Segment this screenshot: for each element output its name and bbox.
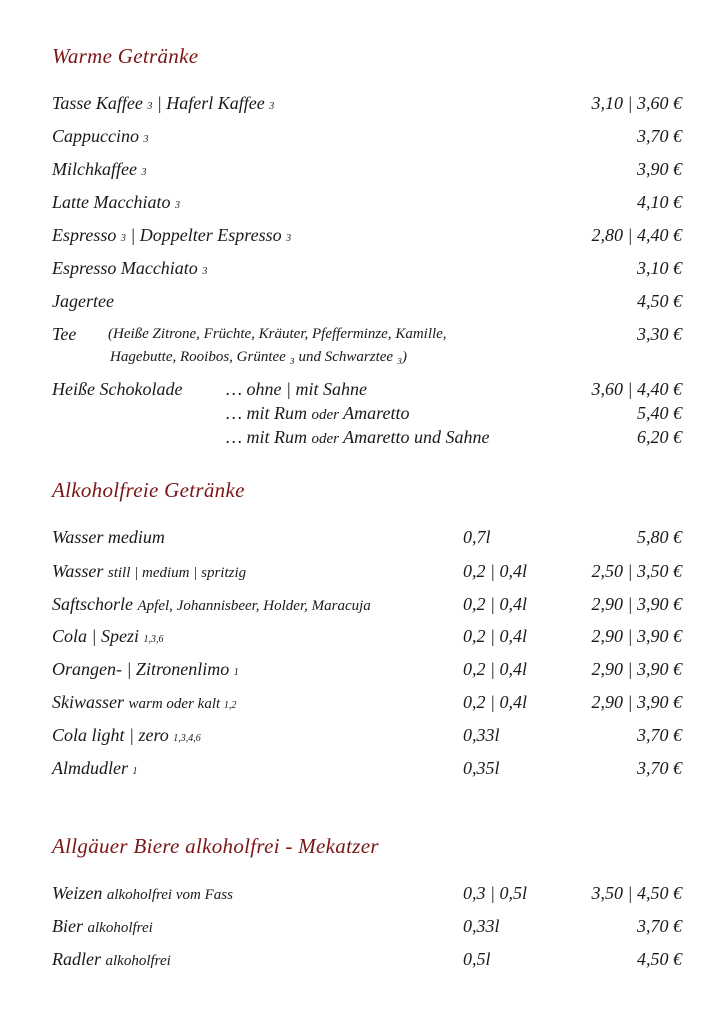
item-name-part: Espresso Macchiato (52, 258, 203, 278)
item-name-part: Milchkaffee (52, 159, 142, 179)
item-name-part: alkoholfrei (87, 920, 153, 936)
menu-item (52, 592, 682, 616)
menu-item (52, 881, 682, 905)
item-name (52, 756, 138, 784)
item-name-part: Almdudler (52, 758, 133, 778)
item-name-part: Orangen- | Zitronenlimo (52, 659, 234, 679)
item-name-part: still | medium | spritzig (107, 565, 247, 581)
allergen-note: 3 (143, 134, 149, 145)
item-name (52, 914, 153, 940)
item-price: 3,30 € (637, 324, 682, 344)
item-name (52, 525, 165, 549)
item-price: 4,50 € (637, 949, 682, 969)
item-name-part: oder (311, 431, 339, 447)
item-name-part: Amaretto und Sahne (339, 427, 490, 447)
item-price: 3,70 € (637, 725, 682, 745)
item-price: 6,20 € (637, 427, 682, 447)
menu-item (52, 401, 682, 425)
allergen-note: 3 (202, 266, 208, 277)
item-name (52, 881, 233, 907)
allergen-note: 3 (147, 101, 153, 112)
item-price: 2,90 | 3,90 € (591, 594, 682, 614)
menu-item (52, 289, 682, 313)
menu-item (52, 91, 682, 115)
item-name-part: … mit Rum (226, 427, 312, 447)
item-name (52, 723, 201, 751)
item-name-part: Cola light | zero (52, 725, 174, 745)
menu-item (52, 723, 682, 747)
allergen-note: 3 (174, 200, 180, 211)
item-price: 3,60 | 4,40 € (591, 379, 682, 399)
menu-item-tee-continued (52, 345, 682, 369)
item-name: Tee (52, 324, 77, 344)
item-price: 3,70 € (637, 758, 682, 778)
item-name-part: Wasser (52, 561, 108, 581)
allergen-note: 1,3,4,6 (173, 733, 201, 744)
allergen-note: 1,2 (223, 700, 237, 711)
item-size: 0,33l (463, 916, 500, 936)
item-name-part: warm oder kalt (128, 696, 224, 712)
item-price: 3,90 € (637, 159, 682, 179)
item-name (52, 947, 171, 973)
item-size: 0,2 | 0,4l (463, 659, 527, 679)
item-size: 0,3 | 0,5l (463, 883, 527, 903)
menu-item (52, 690, 682, 714)
item-price: 2,50 | 3,50 € (591, 561, 682, 581)
allergen-note: 1,3,6 (143, 634, 164, 645)
menu-item (52, 657, 682, 681)
item-price: 3,70 € (637, 126, 682, 146)
item-price: 2,90 | 3,90 € (591, 626, 682, 646)
allergen-note: 3 (269, 101, 275, 112)
item-name-part: … ohne | mit Sahne (226, 379, 367, 399)
item-price: 3,10 € (637, 258, 682, 278)
item-name-part: … mit Rum (226, 403, 312, 423)
item-name-part: alkoholfrei vom Fass (106, 887, 233, 903)
allergen-note: 3 (286, 233, 292, 244)
item-size: 0,5l (463, 949, 491, 969)
item-price: 4,50 € (637, 291, 682, 311)
menu-item-tee (52, 322, 682, 346)
item-price: 3,10 | 3,60 € (591, 93, 682, 113)
menu-item (52, 223, 682, 247)
allergen-note: 3 (141, 167, 147, 178)
item-name-part: oder (311, 407, 339, 423)
item-price: 3,50 | 4,50 € (591, 883, 682, 903)
item-name (52, 91, 274, 119)
item-name (226, 377, 367, 401)
item-name-part: Radler (52, 949, 106, 969)
item-name (226, 401, 410, 427)
item-size: 0,2 | 0,4l (463, 561, 527, 581)
item-name-part: Cappuccino (52, 126, 144, 146)
item-name (52, 256, 207, 284)
item-name (52, 657, 239, 685)
item-price: 3,70 € (637, 916, 682, 936)
item-size: 0,2 | 0,4l (463, 692, 527, 712)
menu-item (52, 914, 682, 938)
section-title-alcohol-free-beer: Allgäuer Biere alkoholfrei - Mekatzer (52, 834, 379, 858)
item-name-part: alkoholfrei (105, 953, 171, 969)
item-name-part: | Doppelter Espresso (125, 225, 287, 245)
item-name: Heiße Schokolade (52, 379, 183, 399)
item-name-part: Bier (52, 916, 88, 936)
item-price: 2,80 | 4,40 € (591, 225, 682, 245)
allergen-note: 3 (120, 233, 126, 244)
item-name-part: Cola | Spezi (52, 626, 144, 646)
item-name (52, 690, 236, 718)
item-name (52, 157, 146, 185)
allergen-note: 1 (233, 667, 239, 678)
item-size: 0,7l (463, 527, 491, 547)
menu-item (52, 756, 682, 780)
section-title-warm-drinks: Warme Getränke (52, 44, 199, 68)
item-size: 0,33l (463, 725, 500, 745)
menu-item (52, 525, 682, 549)
menu-item (52, 256, 682, 280)
menu-item (52, 157, 682, 181)
item-price: 2,90 | 3,90 € (591, 659, 682, 679)
item-name (226, 425, 490, 451)
item-name-part: | Haferl Kaffee (152, 93, 270, 113)
item-name (52, 592, 371, 618)
item-name (52, 559, 246, 585)
allergen-note: 1 (132, 766, 138, 777)
item-price: 4,10 € (637, 192, 682, 212)
section-title-soft-drinks: Alkoholfreie Getränke (52, 478, 245, 502)
item-name (52, 624, 163, 652)
item-name-part: Skiwasser (52, 692, 129, 712)
item-name (52, 124, 149, 152)
item-name-part: Latte Macchiato (52, 192, 175, 212)
item-price: 5,80 € (637, 527, 682, 547)
item-price: 5,40 € (637, 403, 682, 423)
item-name-part: Wasser medium (52, 527, 165, 547)
menu-item (52, 377, 682, 401)
item-name (52, 289, 114, 313)
item-name-part: Tasse Kaffee (52, 93, 148, 113)
menu-item (52, 624, 682, 648)
item-name (52, 190, 180, 218)
item-description: Hagebutte, Rooibos, Grüntee ₃ und Schwarztee ₃) (110, 349, 408, 365)
item-name-part: Weizen (52, 883, 107, 903)
menu-item (52, 124, 682, 148)
item-name-part: Apfel, Johannisbeer, Holder, Maracuja (137, 598, 371, 614)
item-name-part: Jagertee (52, 291, 114, 311)
menu-item (52, 425, 682, 449)
item-size: 0,35l (463, 758, 500, 778)
item-name-part: Saftschorle (52, 594, 138, 614)
item-name (52, 223, 291, 251)
item-price: 2,90 | 3,90 € (591, 692, 682, 712)
item-size: 0,2 | 0,4l (463, 594, 527, 614)
menu-item (52, 947, 682, 971)
menu-item (52, 190, 682, 214)
item-name-part: Amaretto (339, 403, 410, 423)
item-name-part: Espresso (52, 225, 121, 245)
menu-item (52, 559, 682, 583)
item-size: 0,2 | 0,4l (463, 626, 527, 646)
item-description: (Heiße Zitrone, Früchte, Kräuter, Pfefferminze, Kamille, (108, 326, 447, 342)
